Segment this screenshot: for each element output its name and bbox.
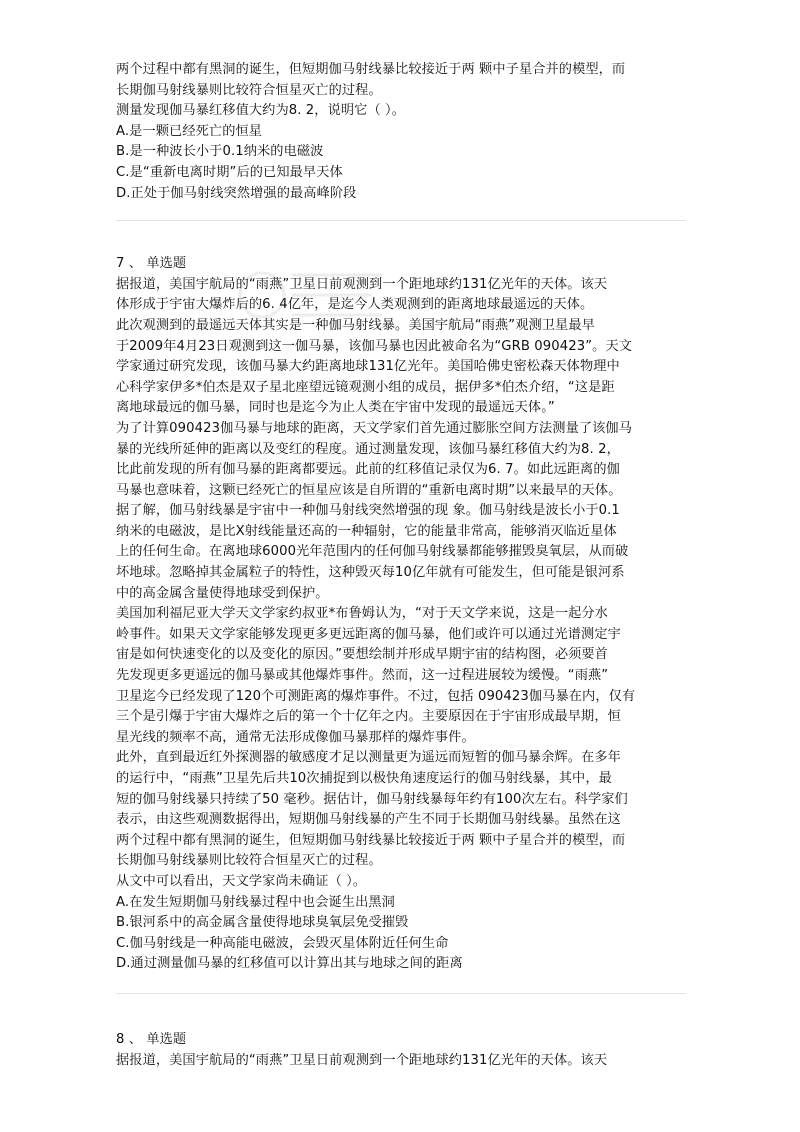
text-line: 星光线的频率不高，通常无法形成像伽马暴那样的爆炸事件。: [116, 729, 475, 745]
question-stem: 测量发现伽马暴红移值大约为8. 2，说明它（ ）。: [116, 103, 406, 119]
text-line: 纳米的电磁波，是比X射线能量还高的一种辐射，它的能量非常高，能够消灭临近星体: [116, 523, 617, 539]
option-d: D.通过测量伽马暴的红移值可以计算出其与地球之间的距离: [116, 956, 463, 972]
option-a: A.在发生短期伽马射线暴过程中也会诞生出黑洞: [116, 894, 395, 910]
text-line: 坏地球。忽略掉其金属粒子的特性，这种毁灭每10亿年就有可能发生，但可能是银河系: [116, 565, 625, 581]
text-line: 表示，由这些观测数据得出，短期伽马射线暴的产生不同于长期伽马射线暴。虽然在这: [116, 812, 621, 828]
text-line: 马暴也意味着，这颗已经死亡的恒星应该是自所谓的“重新电离时期”以来最早的天体。: [116, 482, 622, 498]
option-c: C.伽马射线是一种高能电磁波，会毁灭星体附近任何生命: [116, 935, 449, 951]
text-line: 的运行中，“雨燕”卫星先后共10次捕捉到以极快角速度运行的伽马射线暴，其中，最: [116, 771, 612, 786]
text-line: 此次观测到的最遥远天体其实是一种伽马射线暴。美国宇航局“雨燕”观测卫星最早: [116, 317, 595, 333]
option-d: D.正处于伽马射线突然增强的最高峰阶段: [116, 185, 357, 201]
text-line: 为了计算090423伽马暴与地球的距离，天文学家们首先通过膨胀空间方法测量了该伽马: [116, 420, 633, 436]
text-line: 短的伽马射线暴只持续了50 毫秒。据估计，伽马射线暴每年约有100次左右。科学家们: [116, 791, 628, 807]
question-7: [116, 254, 686, 975]
text-line: 据了解，伽马射线暴是宇宙中一种伽马射线突然增强的现 象。伽马射线是波长小于0.1: [116, 503, 620, 519]
text-line: 长期伽马射线暴则比较符合恒星灭亡的过程。: [116, 853, 382, 869]
question-header: 8 、 单选题: [116, 1031, 187, 1047]
document-page: [116, 60, 686, 1071]
text-line: 先发现更多更遥远的伽马暴或其他爆炸事件。然而，这一过程进展较为缓慢。“雨燕”: [116, 668, 609, 684]
text-line: 中的高金属含量使得地球受到保护。: [116, 585, 329, 601]
text-line: 岭事件。如果天文学家能够发现更多更远距离的伽马暴，他们或许可以通过光谱测定宇: [116, 626, 621, 642]
text-line: 此外，直到最近红外探测器的敏感度才足以测量更为遥远而短暂的伽马暴余辉。在多年: [116, 750, 621, 766]
text-line: 心科学家伊多*伯杰是双子星北座望远镜观测小组的成员，据伊多*伯杰介绍，“这是距: [116, 379, 615, 395]
text-line: 长期伽马射线暴则比较符合恒星灭亡的过程。: [116, 82, 382, 98]
text-line: 卫星迄今已经发现了120个可测距离的爆炸事件。不过，包括 090423伽马暴在内，仅有: [116, 688, 636, 704]
text-line: 暴的光线所延伸的距离以及变红的程度。通过测量发现，该伽马暴红移值大约为8. 2，: [116, 441, 620, 457]
previous-question-tail: [116, 60, 686, 204]
question-8: [116, 1030, 686, 1071]
text-line: 比此前发现的所有伽马暴的距离都要远。此前的红移值记录仅为6. 7。如此远距离的伽: [116, 462, 620, 478]
text-line: 据报道，美国宇航局的“雨燕”卫星日前观测到一个距地球约131亿光年的天体。该天: [116, 276, 608, 292]
text-line: 三个是引爆于宇宙大爆炸之后的第一个十亿年之内。主要原因在于宇宙形成最早期，恒: [116, 709, 621, 725]
text-line: 宙是如何快速变化的以及变化的原因。”要想绘制并形成早期宇宙的结构图，必须要首: [116, 647, 608, 663]
text-line: 两个过程中都有黑洞的诞生，但短期伽马射线暴比较接近于两 颗中子星合并的模型，而: [116, 62, 626, 77]
text-line: 离地球最远的伽马暴，同时也是迄今为止人类在宇宙中发现的最遥远天体。”: [116, 400, 555, 416]
text-line: 据报道，美国宇航局的“雨燕”卫星日前观测到一个距地球约131亿光年的天体。该天: [116, 1052, 608, 1068]
option-c: C.是“重新电离时期”后的已知最早天体: [116, 164, 343, 180]
option-b: B.是一种波长小于0.1纳米的电磁波: [116, 144, 324, 160]
text-line: 于2009年4月23日观测到这一伽马暴，该伽马暴也因此被命名为“GRB 090423”。天文: [116, 338, 633, 354]
text-line: 上的任何生命。在离地球6000光年范围内的任何伽马射线暴都能够摧毁臭氧层，从而破: [116, 544, 629, 560]
text-line: 美国加利福尼亚大学天文学家约叔亚*布鲁姆认为，“对于天文学来说，这是一起分水: [116, 606, 608, 622]
option-a: A.是一颗已经死亡的恒星: [116, 123, 263, 139]
question-header: 7 、 单选题: [116, 256, 187, 272]
text-line: 学家通过研究发现，该伽马暴大约距离地球131亿光年。美国哈佛史密松森天体物理中: [116, 359, 620, 375]
text-line: 体形成于宇宙大爆炸后的6. 4亿年，是迄今人类观测到的距离地球最遥远的天体。: [116, 297, 594, 313]
question-stem: 从文中可以看出，天文学家尚未确证（ ）。: [116, 873, 367, 889]
option-b: B.银河系中的高金属含量使得地球臭氧层免受摧毁: [116, 915, 409, 931]
text-line: 两个过程中都有黑洞的诞生，但短期伽马射线暴比较接近于两 颗中子星合并的模型，而: [116, 832, 626, 848]
